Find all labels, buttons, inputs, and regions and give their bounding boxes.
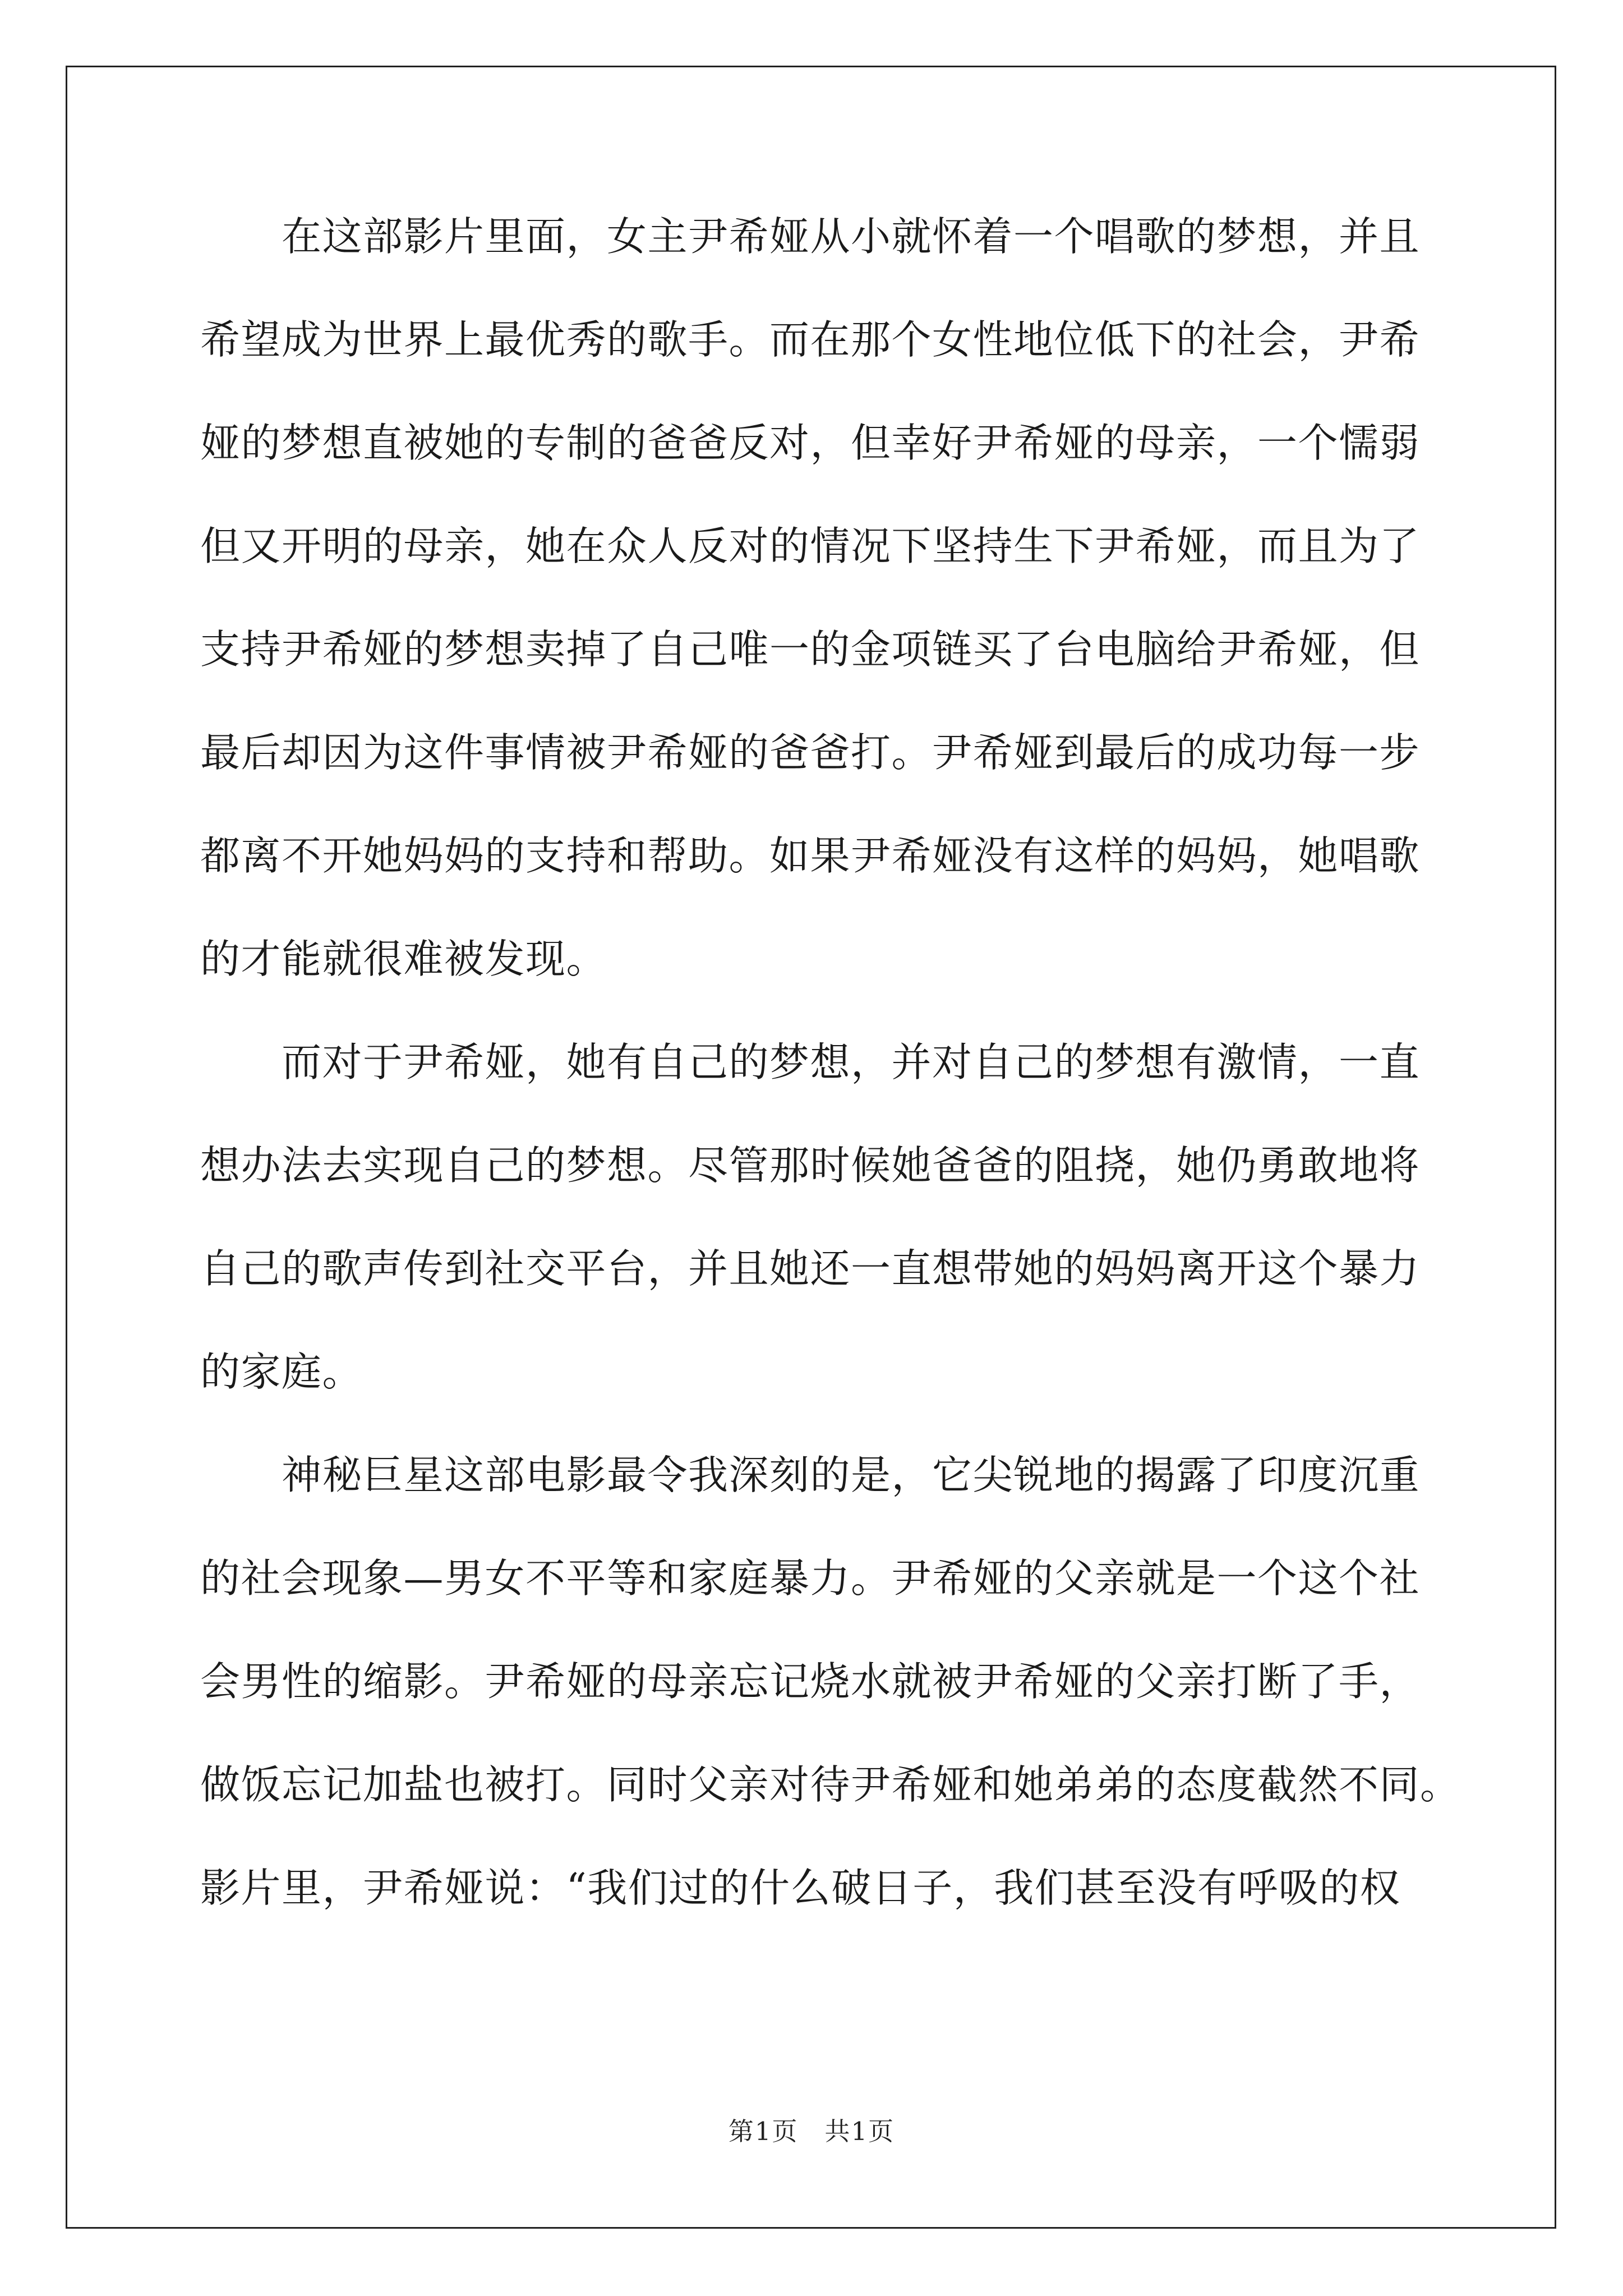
text-line: 娅的梦想直被她的专制的爸爸反对，但幸好尹希娅的母亲，一个懦弱 — [200, 420, 1421, 466]
text-line: 支持尹希娅的梦想卖掉了自己唯一的金项链买了台电脑给尹希娅，但 — [200, 626, 1421, 673]
text-line: 自己的歌声传到社交平台，并且她还一直想带她的妈妈离开这个暴力 — [200, 1245, 1421, 1292]
document-body — [200, 211, 1461, 1966]
text-line: 会男性的缩影。尹希娅的母亲忘记烧水就被尹希娅的父亲打断了手， — [200, 1658, 1421, 1705]
text-line: 做饭忘记加盐也被打。同时父亲对待尹希娅和她弟弟的态度截然不同。 — [200, 1761, 1461, 1808]
text-line: 而对于尹希娅，她有自己的梦想，并对自己的梦想有激情，一直 — [200, 1039, 1421, 1085]
text-line: 的家庭。 — [200, 1349, 363, 1395]
text-line: 希望成为世界上最优秀的歌手。而在那个女性地位低下的社会，尹希 — [200, 316, 1421, 363]
text-line: 想办法去实现自己的梦想。尽管那时候她爸爸的阻挠，她仍勇敢地将 — [200, 1142, 1421, 1189]
text-line: 神秘巨星这部电影最令我深刻的是，它尖锐地的揭露了印度沉重 — [200, 1452, 1421, 1498]
text-line: 的社会现象—男女不平等和家庭暴力。尹希娅的父亲就是一个这个社 — [200, 1555, 1421, 1602]
text-line: 但又开明的母亲，她在众人反对的情况下坚持生下尹希娅，而且为了 — [200, 523, 1421, 569]
text-line: 都离不开她妈妈的支持和帮助。如果尹希娅没有这样的妈妈，她唱歌 — [200, 832, 1421, 879]
text-line: 影片里，尹希娅说：“我们过的什么破日子，我们甚至没有呼吸的权 — [200, 1865, 1401, 1911]
text-line: 的才能就很难被发现。 — [200, 936, 607, 982]
text-line: 最后却因为这件事情被尹希娅的爸爸打。尹希娅到最后的成功每一步 — [200, 729, 1421, 776]
text-line: 在这部影片里面，女主尹希娅从小就怀着一个唱歌的梦想，并且 — [200, 213, 1421, 260]
page-number: 第1页 共1页 — [728, 2116, 895, 2146]
